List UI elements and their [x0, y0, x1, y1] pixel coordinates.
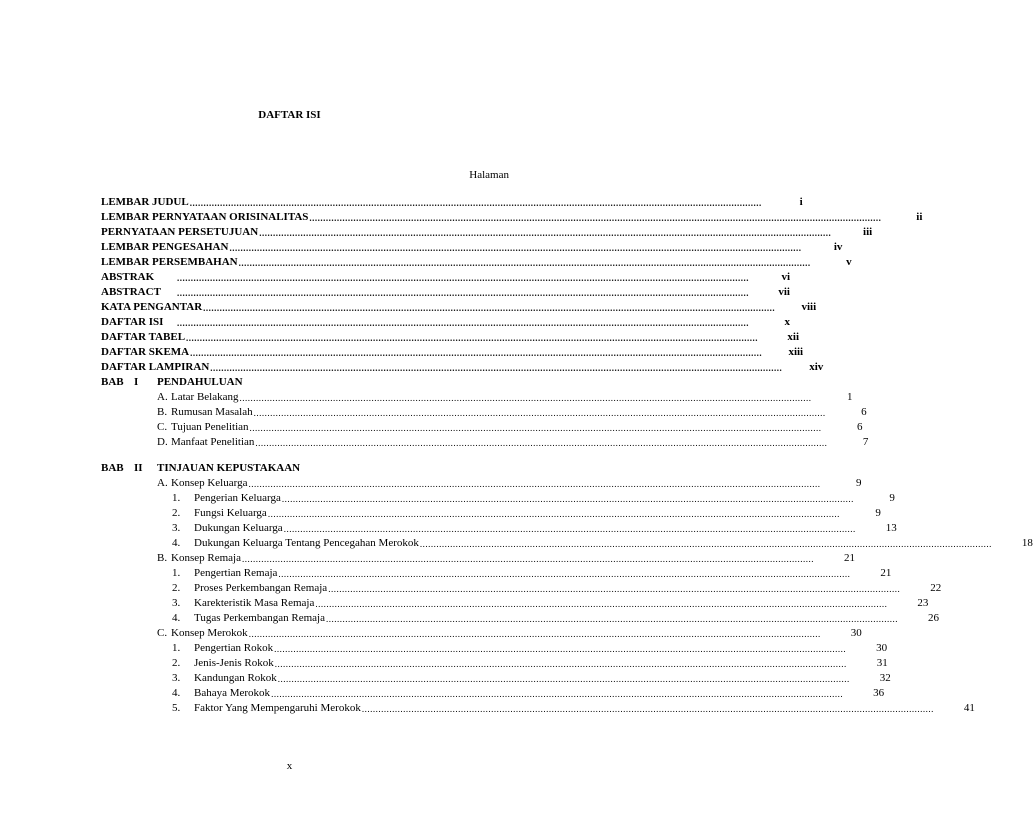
dot-leader: ................................................................................................................................................................................................................ — [259, 228, 832, 238]
toc-page: ii — [916, 211, 923, 223]
toc-entry[interactable] — [172, 491, 895, 506]
toc-label: KATA PENGANTAR — [101, 301, 203, 313]
toc-entry[interactable] — [172, 581, 942, 596]
dot-leader: ................................................................................................................................................................................................................ — [190, 348, 763, 358]
toc-page: iv — [833, 241, 843, 253]
item-number: 1. — [172, 492, 181, 504]
item-number: 4. — [172, 612, 181, 624]
toc-label: LEMBAR PENGESAHAN — [101, 241, 229, 253]
toc-entry[interactable] — [157, 420, 863, 435]
toc-label: ABSTRACT — [101, 286, 161, 298]
toc-entry[interactable] — [101, 270, 790, 285]
toc-label: DAFTAR LAMPIRAN — [101, 361, 210, 373]
dot-leader: ................................................................................................................................................................................................................ — [177, 288, 749, 298]
toc-entry[interactable] — [172, 566, 892, 581]
toc-page: 32 — [879, 672, 891, 684]
toc-page: xii — [787, 331, 800, 343]
chapter-word: BAB — [101, 462, 124, 474]
dot-leader: ................................................................................................................................................................................................................ — [241, 554, 814, 564]
item-number: 3. — [172, 672, 181, 684]
dot-leader: ................................................................................................................................................................................................................ — [278, 569, 851, 579]
dot-leader: ................................................................................................................................................................................................................ — [248, 479, 821, 489]
toc-label: Karekteristik Masa Remaja — [194, 597, 315, 609]
toc-page: 30 — [850, 627, 862, 639]
toc-entry[interactable] — [172, 611, 939, 626]
toc-page: 9 — [889, 492, 895, 504]
page-number: x — [286, 760, 293, 772]
item-letter: C. — [157, 421, 168, 433]
toc-entry[interactable] — [157, 476, 862, 491]
toc-entry[interactable] — [172, 686, 885, 701]
item-number: 3. — [172, 522, 181, 534]
toc-label: Dukungan Keluarga — [194, 522, 283, 534]
item-number: 2. — [172, 582, 181, 594]
toc-entry[interactable] — [172, 656, 888, 671]
toc-entry[interactable] — [172, 701, 975, 716]
toc-entry[interactable] — [172, 521, 897, 536]
toc-label: Kandungan Rokok — [194, 672, 277, 684]
dot-leader: ................................................................................................................................................................................................................ — [189, 198, 762, 208]
toc-label: Dukungan Keluarga Tentang Pencegahan Merokok — [194, 537, 419, 549]
toc-label: DAFTAR TABEL — [101, 331, 186, 343]
toc-entry[interactable] — [101, 240, 843, 255]
dot-leader: ................................................................................................................................................................................................................ — [253, 408, 826, 418]
toc-page: 7 — [862, 436, 869, 448]
dot-leader: ................................................................................................................................................................................................................ — [255, 438, 828, 448]
item-letter: B. — [157, 406, 168, 418]
toc-entry[interactable] — [172, 536, 1033, 551]
dot-leader: ................................................................................................................................................................................................................ — [419, 539, 992, 549]
toc-entry[interactable] — [172, 671, 891, 686]
toc-entry[interactable] — [172, 596, 929, 611]
toc-label: Pengerian Keluarga — [194, 492, 281, 504]
item-letter: A. — [157, 477, 168, 489]
toc-page: 26 — [927, 612, 939, 624]
toc-label: Faktor Yang Mempengaruhi Merokok — [194, 702, 361, 714]
dot-leader: ................................................................................................................................................................................................................ — [271, 689, 844, 699]
dot-leader: ................................................................................................................................................................................................................ — [361, 704, 934, 714]
toc-page: 21 — [843, 552, 855, 564]
toc-entry[interactable] — [101, 225, 873, 240]
toc-entry[interactable] — [101, 345, 804, 360]
toc-entry[interactable] — [101, 360, 824, 375]
dot-leader: ................................................................................................................................................................................................................ — [277, 674, 850, 684]
toc-entry[interactable] — [157, 626, 862, 641]
toc-label: LEMBAR JUDUL — [101, 196, 189, 208]
toc-label: Pengertian Remaja — [194, 567, 278, 579]
toc-entry[interactable] — [157, 390, 853, 405]
item-number: 1. — [172, 567, 181, 579]
toc-entry[interactable] — [101, 255, 852, 270]
toc-label: DAFTAR SKEMA — [101, 346, 190, 358]
dot-leader: ................................................................................................................................................................................................................ — [239, 393, 812, 403]
item-number: 4. — [172, 537, 181, 549]
toc-page: viii — [801, 301, 817, 313]
dot-leader: ................................................................................................................................................................................................................ — [249, 423, 822, 433]
toc-page: i — [799, 196, 803, 208]
chapter-title: TINJAUAN KEPUSTAKAAN — [157, 462, 301, 474]
toc-label: Konsep Merokok — [171, 627, 248, 639]
toc-page: 31 — [876, 657, 888, 669]
toc-label: Konsep Remaja — [171, 552, 241, 564]
chapter-heading[interactable] — [101, 461, 300, 476]
chapter-number: II — [134, 462, 143, 474]
toc-label: Konsep Keluarga — [171, 477, 248, 489]
toc-entry[interactable] — [172, 506, 881, 521]
toc-page: vi — [781, 271, 790, 283]
dot-leader: ................................................................................................................................................................................................................ — [281, 494, 854, 504]
dot-leader: ................................................................................................................................................................................................................ — [315, 599, 888, 609]
item-number: 1. — [172, 642, 181, 654]
dot-leader: ................................................................................................................................................................................................................ — [186, 333, 759, 343]
dot-leader: ................................................................................................................................................................................................................ — [177, 273, 749, 283]
toc-page: iii — [863, 226, 873, 238]
dot-leader: ................................................................................................................................................................................................................ — [274, 644, 847, 654]
toc-label: DAFTAR ISI — [101, 316, 164, 328]
toc-entry[interactable] — [172, 641, 888, 656]
dot-leader: ................................................................................................................................................................................................................ — [328, 584, 901, 594]
toc-page: 23 — [917, 597, 929, 609]
dot-leader: ................................................................................................................................................................................................................ — [238, 258, 811, 268]
toc-page: 9 — [875, 507, 881, 519]
dot-leader: ................................................................................................................................................................................................................ — [274, 659, 847, 669]
toc-label: ABSTRAK — [101, 271, 155, 283]
toc-page: 6 — [861, 406, 867, 418]
dot-leader: ................................................................................................................................................................................................................ — [248, 629, 821, 639]
toc-entry[interactable] — [101, 330, 800, 345]
chapter-title: PENDAHULUAN — [157, 376, 243, 388]
toc-label: Fungsi Keluarga — [194, 507, 267, 519]
toc-label: Latar Belakang — [171, 391, 239, 403]
toc-page: 36 — [873, 687, 885, 699]
item-number: 2. — [172, 507, 181, 519]
toc-label: Manfaat Penelitian — [171, 436, 255, 448]
item-number: 4. — [172, 687, 181, 699]
toc-page: x — [784, 316, 790, 328]
toc-label: Proses Perkembangan Remaja — [194, 582, 328, 594]
toc-label: Tujuan Penelitian — [171, 421, 249, 433]
toc-page: 13 — [885, 522, 897, 534]
toc-entry[interactable] — [101, 210, 923, 225]
toc-label: Rumusan Masalah — [171, 406, 253, 418]
toc-page: 9 — [855, 477, 862, 489]
dot-leader: ................................................................................................................................................................................................................ — [267, 509, 840, 519]
toc-label: PERNYATAAN PERSETUJUAN — [101, 226, 259, 238]
toc-label: Jenis-Jenis Rokok — [194, 657, 274, 669]
toc-entry[interactable] — [101, 315, 790, 330]
toc-page: xiv — [809, 361, 824, 373]
chapter-number: I — [134, 376, 139, 388]
toc-page: 1 — [847, 391, 853, 403]
toc-entry[interactable] — [101, 285, 790, 300]
item-number: 3. — [172, 597, 181, 609]
toc-entry[interactable] — [157, 405, 867, 420]
item-letter: B. — [157, 552, 168, 564]
dot-leader: ................................................................................................................................................................................................................ — [229, 243, 802, 253]
toc-label: LEMBAR PERNYATAAN ORISINALITAS — [101, 211, 309, 223]
toc-entry[interactable] — [157, 551, 855, 566]
toc-page: vii — [778, 286, 790, 298]
item-number: 5. — [172, 702, 181, 714]
dot-leader: ................................................................................................................................................................................................................ — [325, 614, 898, 624]
toc-page: 22 — [930, 582, 942, 594]
page-title: DAFTAR ISI — [258, 109, 321, 121]
toc-label: Pengertian Rokok — [194, 642, 274, 654]
toc-page: 30 — [876, 642, 888, 654]
toc-entry[interactable] — [101, 300, 817, 315]
item-letter: A. — [157, 391, 168, 403]
toc-label: Tugas Perkembangan Remaja — [194, 612, 325, 624]
chapter-heading[interactable] — [101, 375, 243, 390]
chapter-word: BAB — [101, 376, 124, 388]
halaman-label: Halaman — [469, 169, 509, 181]
toc-entry[interactable] — [157, 435, 869, 450]
toc-entry[interactable] — [101, 195, 803, 210]
dot-leader: ................................................................................................................................................................................................................ — [283, 524, 856, 534]
toc-page: 18 — [1021, 537, 1033, 549]
dot-leader: ................................................................................................................................................................................................................ — [203, 303, 776, 313]
toc-label: Bahaya Merokok — [194, 687, 271, 699]
toc-page: v — [846, 256, 852, 268]
item-letter: C. — [157, 627, 168, 639]
toc-page: 21 — [880, 567, 892, 579]
toc-page: 6 — [857, 421, 863, 433]
toc-page: xiii — [788, 346, 804, 358]
toc-page: 41 — [963, 702, 975, 714]
toc-label: LEMBAR PERSEMBAHAN — [101, 256, 238, 268]
dot-leader: ................................................................................................................................................................................................................ — [210, 363, 783, 373]
dot-leader: ................................................................................................................................................................................................................ — [177, 318, 749, 328]
item-number: 2. — [172, 657, 181, 669]
item-letter: D. — [157, 436, 168, 448]
dot-leader: ................................................................................................................................................................................................................ — [309, 213, 882, 223]
